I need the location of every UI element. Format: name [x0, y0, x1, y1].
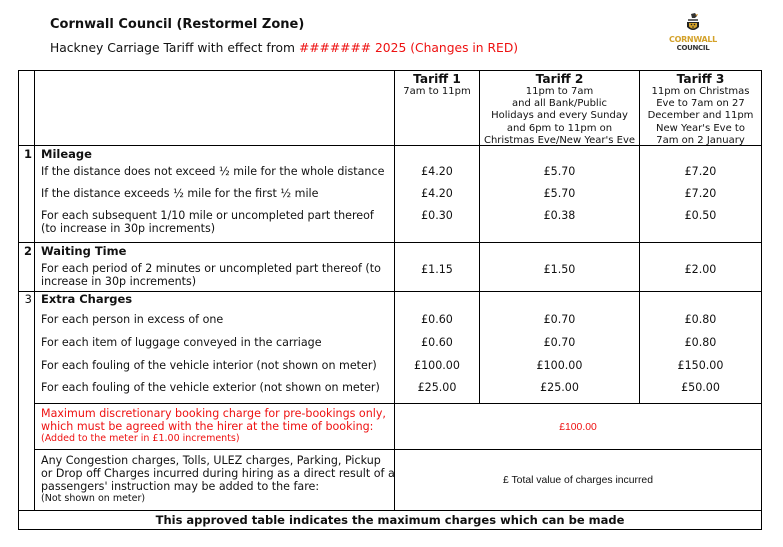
extra-row-2-label: For each item of luggage conveyed in the carriage: [41, 336, 322, 349]
mileage-row-3-tariff-2: £0.38: [543, 209, 576, 222]
document-title: Cornwall Council (Restormel Zone): [50, 17, 305, 32]
extra-row-3-label: For each fouling of the vehicle interior (not shown on meter): [41, 359, 377, 372]
extra-row-1-tariff-3: £0.80: [684, 313, 717, 326]
section-3-title: Extra Charges: [41, 292, 133, 306]
header-tariff-2: [480, 72, 639, 147]
extra-row-3-tariff-3: £150.00: [677, 359, 724, 372]
waiting-row-1-tariff-3: £2.00: [684, 263, 717, 276]
header-tariff-1: [395, 72, 479, 98]
tariff-3-period: 11pm on Christmas Eve to 7am on 27 December and 11pm New Year's Eve to 7am on 2 January: [647, 86, 754, 146]
extra-row-4-tariff-1: £25.00: [417, 381, 457, 394]
extra-row-4-tariff-3: £50.00: [681, 381, 720, 394]
mileage-row-2-tariff-3: £7.20: [684, 187, 717, 200]
tariff-3-name: Tariff 3: [676, 72, 725, 86]
rule-congestion-bottom: [19, 510, 761, 511]
section-2-title: Waiting Time: [41, 244, 127, 258]
congestion-charges-label: [41, 454, 395, 505]
mileage-row-1-tariff-3: £7.20: [684, 165, 717, 178]
tariff-1-period: 7am to 11pm: [403, 86, 471, 97]
subtitle-changes-note: ####### 2025 (Changes in RED): [298, 41, 519, 55]
mileage-row-1-tariff-2: £5.70: [543, 165, 576, 178]
extra-row-1-label: For each person in excess of one: [41, 313, 224, 326]
section-1-number: 1: [23, 147, 32, 161]
mileage-row-1-label: If the distance does not exceed ½ mile for the whole distance: [41, 165, 385, 178]
logo-line-council: COUNCIL: [676, 44, 710, 52]
extra-row-1-tariff-1: £0.60: [421, 313, 453, 326]
mileage-row-3-tariff-1: £0.30: [421, 209, 453, 222]
section-2-number: 2: [23, 244, 32, 258]
extra-row-1-tariff-2: £0.70: [543, 313, 576, 326]
mileage-row-1-tariff-1: £4.20: [421, 165, 453, 178]
booking-charge-label: [41, 407, 386, 445]
extra-row-2-tariff-1: £0.60: [421, 336, 453, 349]
booking-charge-text: Maximum discretionary booking charge for pre-bookings only, which must be agreed with the hirer at the time of booking:: [41, 407, 386, 433]
rule-number-col: [34, 71, 35, 510]
extra-row-2-tariff-2: £0.70: [543, 336, 576, 349]
rule-mileage-bottom: [19, 242, 761, 243]
congestion-charges-note: (Not shown on meter): [41, 493, 146, 504]
cornwall-council-logo: [662, 10, 724, 56]
section-3-number: 3: [24, 292, 32, 306]
extra-row-4-tariff-2: £25.00: [540, 381, 579, 394]
congestion-charges-value: £ Total value of charges incurred: [503, 475, 653, 486]
table-footer-note: This approved table indicates the maximum charges which can be made: [155, 513, 625, 527]
rule-extra-bottom: [34, 403, 761, 404]
tariff-table: [18, 70, 762, 530]
waiting-row-1-tariff-1: £1.15: [421, 263, 453, 276]
waiting-row-1-tariff-2: £1.50: [543, 263, 576, 276]
logo-line-cornwall: CORNWALL: [669, 35, 717, 44]
extra-row-3-tariff-2: £100.00: [536, 359, 583, 372]
tariff-1-name: Tariff 1: [413, 72, 461, 86]
mileage-row-2-label: If the distance exceeds ½ mile for the first ½ mile: [41, 187, 319, 200]
mileage-row-3-tariff-3: £0.50: [684, 209, 717, 222]
extra-row-3-tariff-1: £100.00: [414, 359, 460, 372]
header-tariff-3: [640, 72, 761, 147]
rule-booking-bottom: [34, 449, 761, 450]
booking-charge-value: £100.00: [559, 422, 597, 433]
waiting-row-1-label: For each period of 2 minutes or uncompleted part thereof (to increase in 30p increments): [41, 262, 381, 288]
mileage-row-2-tariff-2: £5.70: [543, 187, 576, 200]
mileage-row-2-tariff-1: £4.20: [421, 187, 453, 200]
subtitle-text: Hackney Carriage Tariff with effect from: [50, 41, 299, 55]
extra-row-2-tariff-3: £0.80: [684, 336, 717, 349]
extra-row-4-label: For each fouling of the vehicle exterior (not shown on meter): [41, 381, 380, 394]
tariff-2-period: 11pm to 7am and all Bank/Public Holidays and every Sunday and 6pm to 11pm on Christmas Eve/New Year's Eve: [483, 86, 636, 146]
section-1-title: Mileage: [41, 147, 92, 161]
booking-charge-note: (Added to the meter in £1.00 increments): [41, 433, 240, 444]
tariff-2-name: Tariff 2: [535, 72, 584, 86]
document-subtitle: [50, 41, 518, 55]
congestion-charges-text: Any Congestion charges, Tolls, ULEZ charges, Parking, Pickup or Drop off Charges incurred during hiring as a direct result of a passengers' instruction may be added to the fare:: [41, 454, 395, 493]
mileage-row-3-label: For each subsequent 1/10 mile or uncompleted part thereof (to increase in 30p increments): [41, 209, 374, 235]
rule-tariff1-col: [394, 71, 395, 510]
